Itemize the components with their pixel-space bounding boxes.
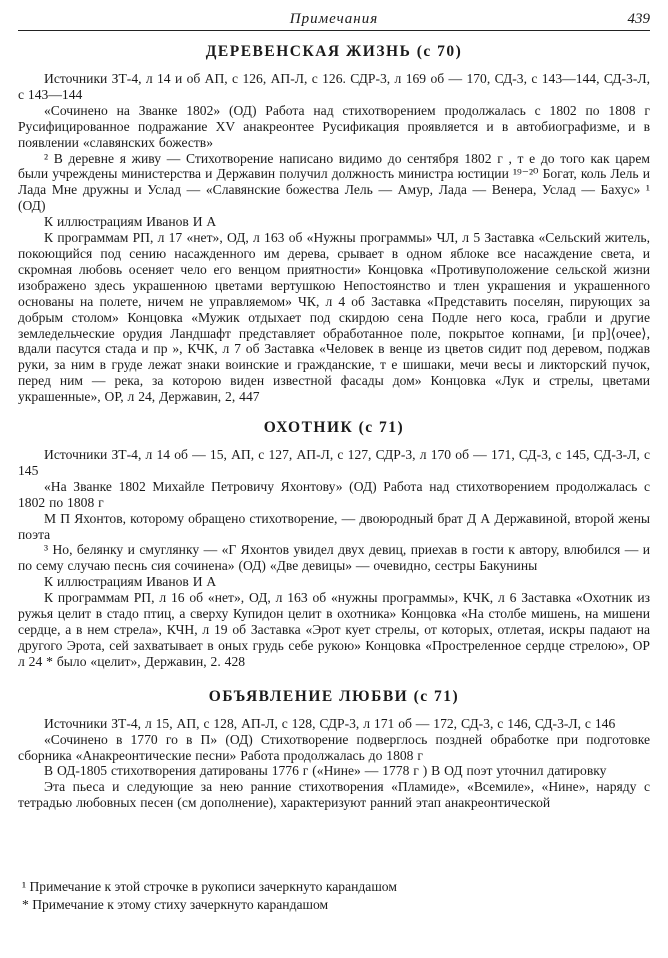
note-paragraph: «На Званке 1802 Михайле Петровичу Яхонтову» (ОД) Работа над стихотворением продолжалась с 1802 по 1808 г [18,478,650,510]
illustrations-paragraph: К иллюстрациям Иванов И А [44,214,217,230]
section-derevenskaya-zhizn [18,43,650,405]
programs-paragraph: К программам РП, л 16 об «нет», ОД, л 163 об «нужны программы», КЧК, л 6 Заставка «Охотник из ружья целит в стадо птиц, а сверху Купидон целит в охотника» Концовка «На столбе мишень, на мишени сердце, а в нем стрела», КЧН, л 19 об Заставка «Эрот кует стрелы, от которых, отлетая, искры падают на другого Эрота, сей захватывает в оных грудь себе рукою» Концовка «Простреленное сердце стрелою», ОР л 24 * было «целит», Державин, 2. 428 [18,590,650,669]
page [18,8,650,811]
note-paragraph: ² В деревне я живу — Стихотворение написано видимо до сентября 1802 г , т е до того как царем были учреждены министерства и Державин получил должность министра юстиции ¹⁹⁻²⁰ Богат, коль Лель и Лада Мне дружны и Услад — «Славянские божества Лель — Амур, Лада — Венера, Услад — Бахус» ¹ (ОД) [18,150,650,214]
note-paragraph: Эта пьеса и следующие за нею ранние стихотворения «Пламиде», «Всемиле», «Нине», наряду с тетрадью любовных песен (см дополнение), характеризуют ранний этап анакреонтической [18,779,650,811]
section-obyavlenie-lyubvi [18,688,650,811]
footnotes [18,878,650,914]
programs-paragraph: К программам РП, л 17 «нет», ОД, л 163 об «Нужны программы» ЧЛ, л 5 Заставка «Сельский житель, покоющийся под сению насажденного им дерева, срывает в одном яблоке все насаждение света, и скромная любовь осеняет чело его венцом приятности» Концовка «Противуположение сельской жизни изображено здесь украшенною цветами вертушкою Непостоянство и тлен украшения и украшенного основаны на полете, ничем не управляемом» ЧК, л 4 об Заставка «Представить поселян, пирующих за добрым столом» Концовка «Мужик отдыхает под скирдою сена Подле него коса, грабли и другие земледельческие орудия Ландшафт представляет обработанное поле, покрытое копнами, [и пр]⟨очее⟩, вдали пасутся стада и пр », КЧК, л 7 об Заставка «Человек в венце из цветов сидит под деревом, поджав руки, за ним в груде лежат знаки воинские и гражданские, т е шишаки, мечи весы и ликторский пучок, перед ним — река, за которою виден известной фасады дом» Концовка «Лук и стрелы, цветами украшенные», ОР, л 24, Державин, 2, 447 [18,230,650,405]
note-paragraph: «Сочинено на Званке 1802» (ОД) Работа над стихотворением продолжалась с 1802 по 1808 г Русифицированное подражание XV анакреонтее Русификация проявляется и в автобиографизме, и в появлении «славянских божеств» [18,102,650,150]
footnote: * Примечание к этому стиху зачеркнуто карандашом [22,897,329,912]
note-paragraph: В ОД-1805 стихотворения датированы 1776 г («Нине» — 1778 г ) В ОД поэт уточнил датировку [44,763,607,779]
sources-paragraph: Источники ЗТ-4, л 14 и об АП, с 126, АП-Л, с 126. СДР-3, л 169 об — 170, СД-3, с 143—144, СД-3-Л, с 143—144 [18,71,650,102]
note-paragraph: ³ Но, белянку и смуглянку — «Г Яхонтов увидел двух девиц, приехав в гости к автору, влюбился — и по сему случаю песнь сия сочинена» (ОД) «Две девицы» — очевидно, сестры Бакунины [18,542,650,574]
note-paragraph: «Сочинено в 1770 го в П» (ОД) Стихотворение подверглось поздней обработке при подготовке сборника «Анакреонтические песни» Работа продолжалась до 1808 г [18,731,650,763]
section-title: ОБЪЯВЛЕНИЕ ЛЮБВИ (с 71) [208,687,460,705]
running-title: Примечания [289,11,379,27]
section-title: ДЕРЕВЕНСКАЯ ЖИЗНЬ (с 70) [205,43,463,60]
sources-paragraph: Источники ЗТ-4, л 14 об — 15, АП, с 127, АП-Л, с 127, СДР-3, л 170 об — 171, СД-3, с 145, СД-3-Л, с 145 [18,447,650,478]
page-number: 439 [627,11,650,27]
sources-paragraph: Источники ЗТ-4, л 15, АП, с 128, АП-Л, с 128, СДР-3, л 171 об — 172, СД-3, с 146, СД-3-Л, с 146 [44,715,616,731]
illustrations-paragraph: К иллюстрациям Иванов И А [44,574,217,590]
footnote: ¹ Примечание к этой строчке в рукописи зачеркнуто карандашом [22,879,397,894]
running-header [18,8,650,31]
section-okhotnik [18,419,650,670]
section-title: ОХОТНИК (с 71) [263,419,405,437]
note-paragraph: М П Яхонтов, которому обращено стихотворение, — двоюродный брат Д А Державиной, второй жены поэта [18,510,650,542]
